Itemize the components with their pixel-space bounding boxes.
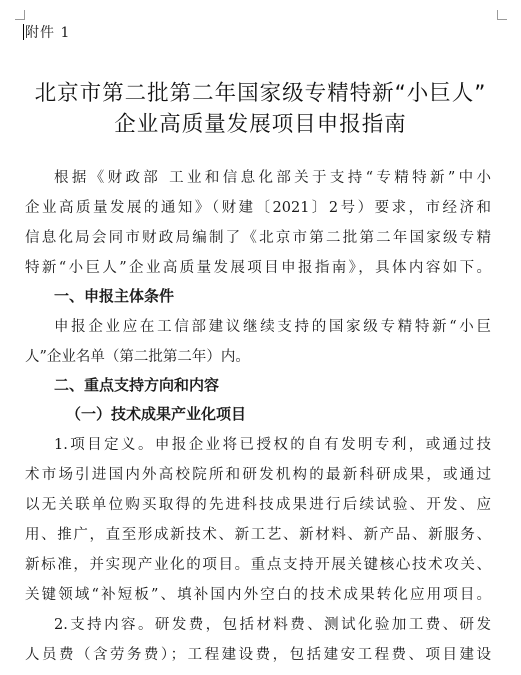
- intro-line-3: 信息化局会同市财政局编制了《北京市第二批第二年国家级专精: [25, 230, 491, 246]
- subsection-heading: （一）技术成果产业化项目: [66, 405, 247, 423]
- item-1-line-1: 1.项目定义。申报企业将已授权的自有发明专利，或通过技: [54, 437, 491, 453]
- attachment-label: 附件 1: [25, 25, 71, 41]
- section-1-line-1: 申报企业应在工信部建议继续支持的国家级专精特新“小巨: [54, 319, 491, 335]
- item-2-line-1: 2.支持内容。研发费，包括材料费、测试化验加工费、研发: [54, 617, 491, 633]
- page-corner-mark-left: [15, 10, 25, 20]
- item-1-line-3: 以无关联单位购买取得的先进科技成果进行后续试验、开发、应: [25, 497, 491, 513]
- intro-line-2: 企业高质量发展的通知》（财建〔2021〕2号）要求，市经济和: [25, 200, 491, 216]
- item-1-line-5: 新标准，并实现产业化的项目。重点支持开展关键核心技术攻关、: [25, 557, 491, 573]
- intro-line-1: 根据《财政部 工业和信息化部关于支持“专精特新”中小: [54, 170, 491, 186]
- document-title-line-1: 北京市第二批第二年国家级专精特新“小巨人”: [34, 81, 487, 106]
- section-1-heading: 一、申报主体条件: [54, 287, 175, 305]
- section-2-heading: 二、重点支持方向和内容: [54, 376, 220, 394]
- item-1-line-4: 用、推广，直至形成新技术、新工艺、新材料、新产品、新服务、: [25, 527, 491, 543]
- item-2-line-2: 人员费（含劳务费）；工程建设费，包括建安工程费、项目建设: [25, 647, 491, 663]
- section-1-line-2: 人”企业名单（第二批第二年）内。: [25, 349, 250, 365]
- item-1-line-2: 术市场引进国内外高校院所和研发机构的最新科研成果，或通过: [25, 467, 491, 483]
- intro-line-4: 特新“小巨人”企业高质量发展项目申报指南》，具体内容如下。: [25, 260, 491, 276]
- document-title-line-2: 企业高质量发展项目申报指南: [114, 112, 407, 137]
- text-cursor: [23, 24, 24, 40]
- page-corner-mark-right: [497, 10, 507, 20]
- item-1-line-6: 关键领域“补短板”、填补国内外空白的技术成果转化应用项目。: [25, 587, 491, 603]
